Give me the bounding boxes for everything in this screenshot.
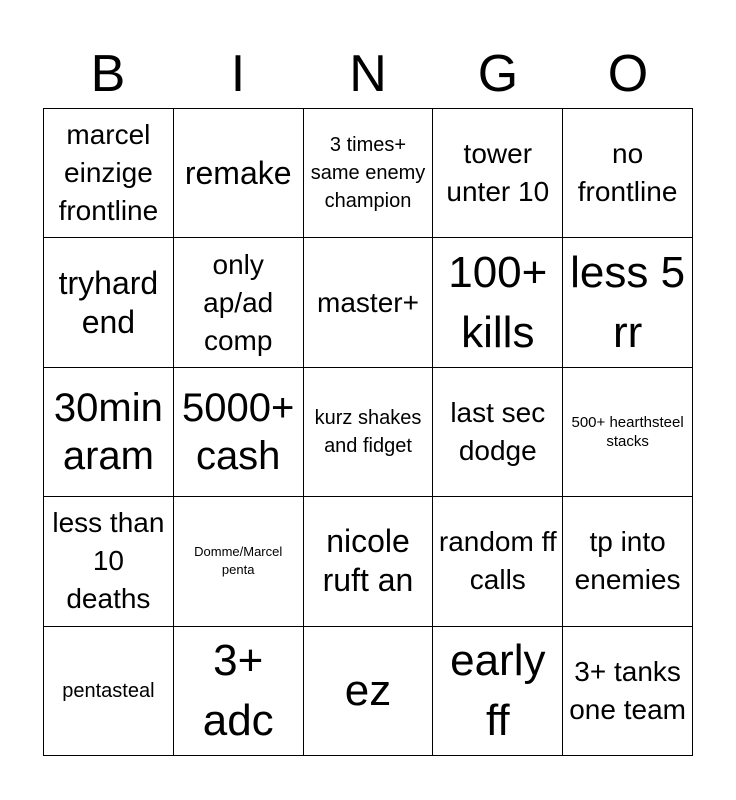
bingo-cell[interactable] <box>174 497 304 626</box>
cell-text: early ff <box>450 635 546 745</box>
cell-text: marcel einzige frontline <box>58 119 159 227</box>
bingo-cell[interactable] <box>174 627 304 756</box>
cell-text: remake <box>184 154 292 191</box>
bingo-cell[interactable] <box>304 627 434 756</box>
bingo-cell[interactable] <box>304 497 434 626</box>
bingo-board <box>43 108 693 756</box>
cell-text: random ff calls <box>438 526 557 596</box>
cell-text: Domme/Marcel penta <box>194 544 283 578</box>
cell-text: less 5 rr <box>570 247 686 357</box>
cell-text: tower unter 10 <box>446 138 550 208</box>
cell-text: 30min aram <box>53 385 163 478</box>
cell-text: ez <box>344 665 392 715</box>
cell-text: 100+ kills <box>448 247 548 357</box>
cell-text: 3+ adc <box>202 635 274 745</box>
bingo-cell[interactable] <box>304 238 434 367</box>
bingo-cell[interactable] <box>563 497 693 626</box>
bingo-cell[interactable] <box>563 627 693 756</box>
bingo-cell[interactable] <box>174 238 304 367</box>
bingo-cell[interactable] <box>433 497 563 626</box>
bingo-cell[interactable] <box>44 627 174 756</box>
cell-text: master+ <box>317 286 419 318</box>
bingo-cell[interactable] <box>174 368 304 497</box>
cell-text: only ap/ad comp <box>203 248 274 356</box>
bingo-cell[interactable] <box>563 109 693 238</box>
header-letter-i: I <box>230 45 246 103</box>
cell-text: 3 times+ same enemy champion <box>310 134 426 213</box>
cell-text: 3+ tanks one team <box>569 655 686 725</box>
cell-text: kurz shakes and fidget <box>314 406 422 457</box>
cell-text: nicole ruft an <box>322 523 414 599</box>
cell-text: last sec dodge <box>450 396 546 466</box>
bingo-cell[interactable] <box>174 109 304 238</box>
bingo-cell[interactable] <box>304 109 434 238</box>
bingo-cell[interactable] <box>563 368 693 497</box>
bingo-cell[interactable] <box>433 238 563 367</box>
header-letter-o: O <box>607 45 649 103</box>
bingo-cell[interactable] <box>44 238 174 367</box>
cell-text: 5000+ cash <box>182 385 295 478</box>
header-letter-g: G <box>477 45 519 103</box>
cell-text: no frontline <box>577 138 678 208</box>
bingo-cell[interactable] <box>433 109 563 238</box>
cell-text: tp into enemies <box>574 526 681 596</box>
bingo-cell[interactable] <box>44 368 174 497</box>
cell-text: 500+ hearthsteel stacks <box>571 413 684 450</box>
bingo-cell[interactable] <box>304 368 434 497</box>
bingo-header <box>43 40 693 108</box>
header-letter-b: B <box>90 45 126 103</box>
bingo-cell[interactable] <box>433 627 563 756</box>
cell-text: tryhard end <box>58 264 159 340</box>
bingo-cell[interactable] <box>433 368 563 497</box>
cell-text: pentasteal <box>62 679 155 702</box>
bingo-cell[interactable] <box>563 238 693 367</box>
bingo-cell[interactable] <box>44 109 174 238</box>
bingo-cell[interactable] <box>44 497 174 626</box>
header-letter-n: N <box>349 45 387 103</box>
cell-text: less than 10 deaths <box>52 507 165 615</box>
